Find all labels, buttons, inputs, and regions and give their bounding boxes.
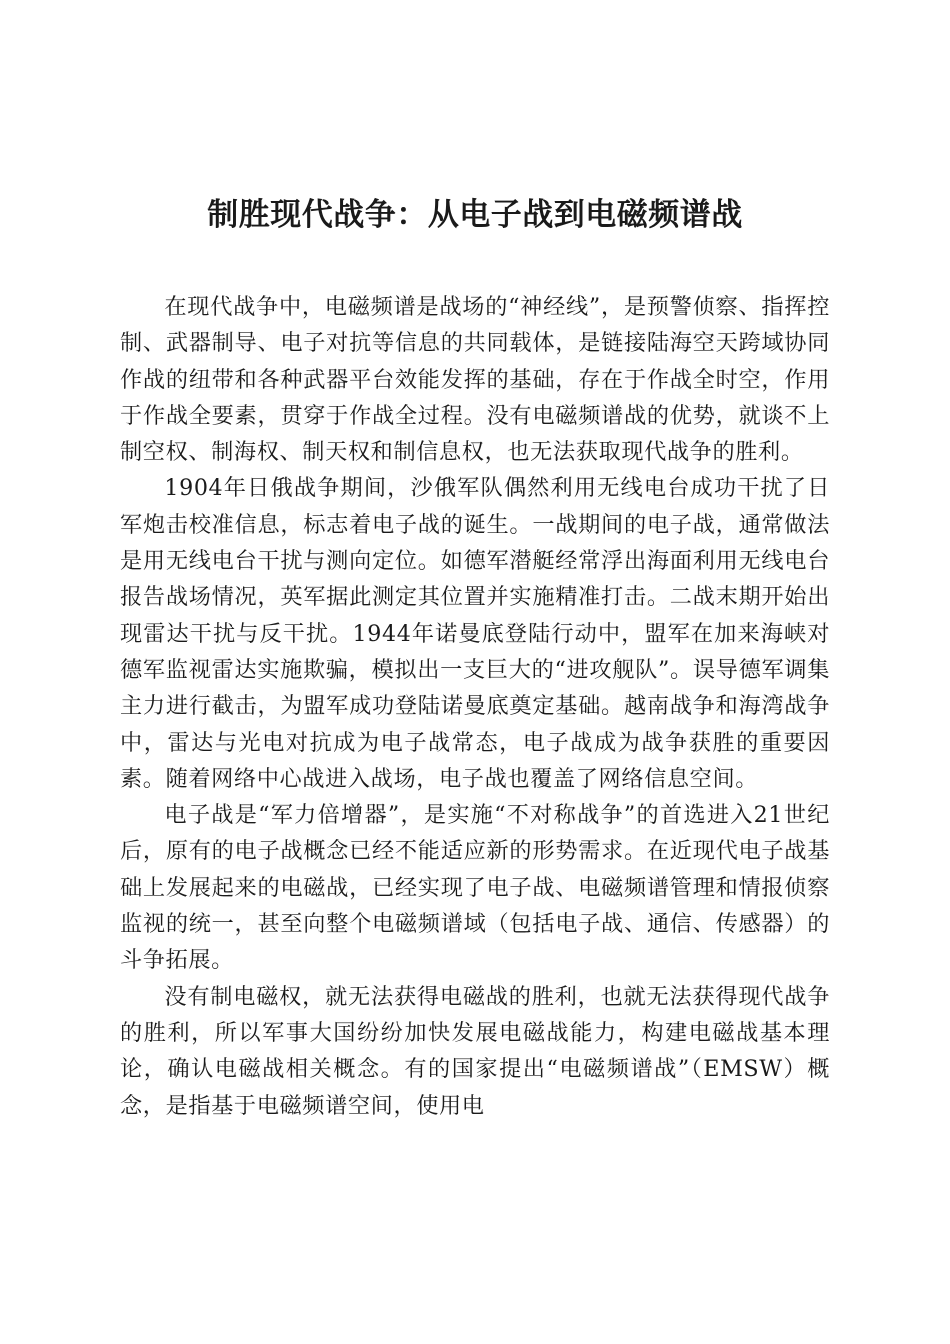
document-title: 制胜现代战争：从电子战到电磁频谱战 xyxy=(207,197,743,233)
paragraph-3: 电子战是“军力倍增器”，是实施“不对称战争”的首选进入21世纪后，原有的电子战概念已经不能适应新的形势需求。在近现代电子战基础上发展起来的电磁战，已经实现了电子战、电磁频谱管理和情报侦察监视的统一，甚至向整个电磁频谱域（包括电子战、通信、传感器）的斗争拓展。 xyxy=(120,802,830,974)
document-body xyxy=(120,289,830,1124)
paragraph-4: 没有制电磁权，就无法获得电磁战的胜利，也就无法获得现代战争的胜利，所以军事大国纷纷加快发展电磁战能力，构建电磁战基本理论，确认电磁战相关概念。有的国家提出“电磁频谱战”（EMSW）概念，是指基于电磁频谱空间，使用电 xyxy=(120,983,830,1119)
paragraph-1: 在现代战争中，电磁频谱是战场的“神经线”，是预警侦察、指挥控制、武器制导、电子对抗等信息的共同载体，是链接陆海空天跨域协同作战的纽带和各种武器平台效能发挥的基础，存在于作战全时空，作用于作战全要素，贯穿于作战全过程。没有电磁频谱战的优势，就谈不上制空权、制海权、制天权和制信息权，也无法获取现代战争的胜利。 xyxy=(120,294,830,466)
paragraph-2: 1904年日俄战争期间，沙俄军队偶然利用无线电台成功干扰了日军炮击校准信息，标志着电子战的诞生。一战期间的电子战，通常做法是用无线电台干扰与测向定位。如德军潜艇经常浮出海面利用无线电台报告战场情况，英军据此测定其位置并实施精准打击。二战末期开始出现雷达干扰与反干扰。1944年诺曼底登陆行动中，盟军在加来海峡对德军监视雷达实施欺骗，模拟出一支巨大的“进攻舰队”。误导德军调集主力进行截击，为盟军成功登陆诺曼底奠定基础。越南战争和海湾战争中，雷达与光电对抗成为电子战常态，电子战成为战争获胜的重要因素。随着网络中心战进入战场，电子战也覆盖了网络信息空间。 xyxy=(120,475,830,792)
